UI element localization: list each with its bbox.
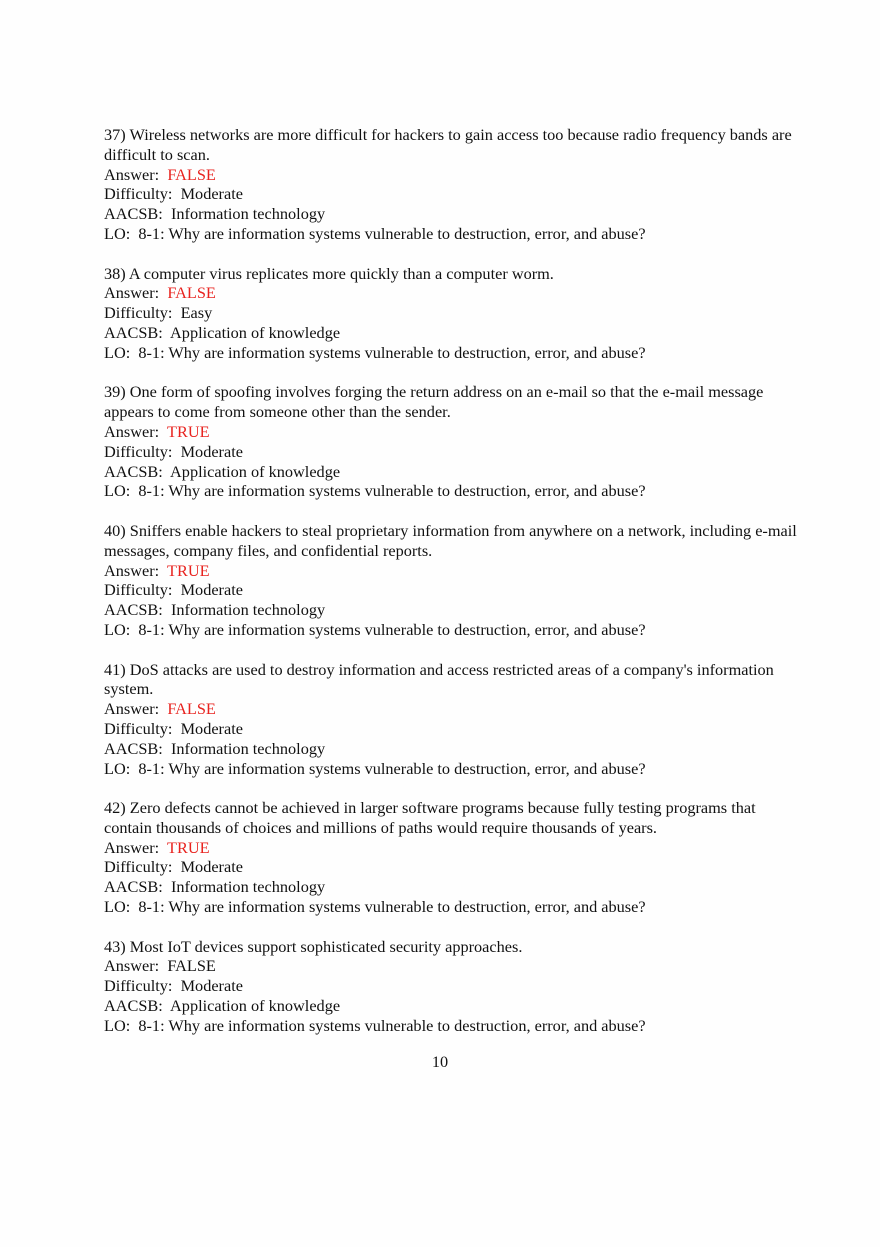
question-text: 38) A computer virus replicates more quickly than a computer worm. xyxy=(104,263,554,283)
difficulty-line: Difficulty: Moderate xyxy=(104,857,243,877)
answer-line xyxy=(104,165,804,185)
answer-value: FALSE xyxy=(167,283,216,303)
question-text: 42) Zero defects cannot be achieved in larger software programs because fully testing programs that contain thousands of choices and millions of paths would require thousands of years. xyxy=(104,798,760,837)
difficulty-line: Difficulty: Moderate xyxy=(104,580,243,600)
answer-line xyxy=(104,956,804,976)
answer-line xyxy=(104,283,804,303)
question-text: 37) Wireless networks are more difficult for hackers to gain access too because radio frequency bands are difficult to scan. xyxy=(104,125,796,164)
question-38 xyxy=(104,264,804,363)
learning-objective-line: LO: 8-1: Why are information systems vulnerable to destruction, error, and abuse? xyxy=(104,1015,646,1035)
learning-objective-line: LO: 8-1: Why are information systems vulnerable to destruction, error, and abuse? xyxy=(104,897,646,917)
aacsb-line: AACSB: Information technology xyxy=(104,600,326,620)
learning-objective-line: LO: 8-1: Why are information systems vulnerable to destruction, error, and abuse? xyxy=(104,481,646,501)
question-37 xyxy=(104,125,804,244)
question-text: 39) One form of spoofing involves forging the return address on an e-mail so that the e-mail message appears to come from someone other than the sender. xyxy=(104,382,768,422)
difficulty-line: Difficulty: Moderate xyxy=(104,184,243,204)
answer-value: TRUE xyxy=(167,560,210,580)
learning-objective-line: LO: 8-1: Why are information systems vulnerable to destruction, error, and abuse? xyxy=(104,223,646,243)
answer-label: Answer: xyxy=(104,837,160,857)
answer-label: Answer: xyxy=(104,699,160,719)
question-text: 41) DoS attacks are used to destroy information and access restricted areas of a company's information system. xyxy=(104,659,778,699)
aacsb-line: AACSB: Information technology xyxy=(104,204,326,224)
question-text: 43) Most IoT devices support sophisticated security approaches. xyxy=(104,936,523,956)
aacsb-line: AACSB: Information technology xyxy=(104,738,326,758)
answer-line xyxy=(104,838,804,858)
difficulty-line: Difficulty: Moderate xyxy=(104,718,243,738)
aacsb-line: AACSB: Application of knowledge xyxy=(104,461,341,481)
question-39 xyxy=(104,382,804,501)
question-42 xyxy=(104,798,804,917)
answer-label: Answer: xyxy=(104,283,160,303)
answer-value: TRUE xyxy=(167,421,210,441)
difficulty-line: Difficulty: Moderate xyxy=(104,441,243,461)
answer-label: Answer: xyxy=(104,421,160,441)
difficulty-line: Difficulty: Easy xyxy=(104,303,213,323)
question-41 xyxy=(104,660,804,779)
document-page xyxy=(104,125,804,1055)
answer-line xyxy=(104,422,804,442)
learning-objective-line: LO: 8-1: Why are information systems vulnerable to destruction, error, and abuse? xyxy=(104,342,646,362)
aacsb-line: AACSB: Application of knowledge xyxy=(104,996,341,1016)
page-number: 10 xyxy=(431,1052,449,1071)
question-43 xyxy=(104,937,804,1036)
question-text: 40) Sniffers enable hackers to steal proprietary information from anywhere on a network, including e-mail messages, company files, and confidential reports. xyxy=(104,520,801,560)
difficulty-line: Difficulty: Moderate xyxy=(104,976,243,996)
answer-line xyxy=(104,561,804,581)
answer-value: TRUE xyxy=(167,837,210,857)
learning-objective-line: LO: 8-1: Why are information systems vulnerable to destruction, error, and abuse? xyxy=(104,758,646,778)
answer-value: FALSE xyxy=(167,956,216,976)
answer-label: Answer: xyxy=(104,560,160,580)
aacsb-line: AACSB: Application of knowledge xyxy=(104,322,341,342)
question-40 xyxy=(104,521,804,640)
answer-label: Answer: xyxy=(104,956,160,976)
answer-value: FALSE xyxy=(167,164,216,184)
answer-line xyxy=(104,699,804,719)
learning-objective-line: LO: 8-1: Why are information systems vulnerable to destruction, error, and abuse? xyxy=(104,619,646,639)
aacsb-line: AACSB: Information technology xyxy=(104,877,326,897)
answer-value: FALSE xyxy=(167,699,216,719)
answer-label: Answer: xyxy=(104,164,160,184)
